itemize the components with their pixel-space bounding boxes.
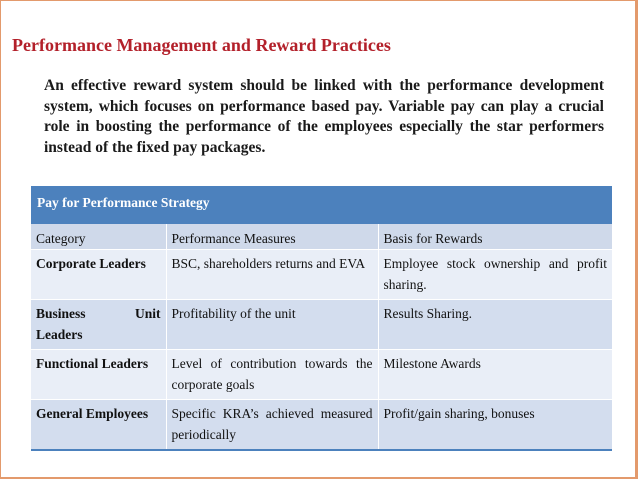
table-row bbox=[31, 250, 612, 300]
row-rewards: Milestone Awards bbox=[378, 350, 612, 400]
table-row bbox=[31, 400, 612, 451]
row-measures: Profitability of the unit bbox=[166, 300, 378, 350]
intro-paragraph: An effective reward system should be linked with the performance development system, which focuses on performance based pay. Variable pay can play a crucial role in boosting the performance of the employees especially the star performers instead of the fixed pay packages. bbox=[44, 77, 604, 156]
row-rewards: Profit/gain sharing, bonuses bbox=[378, 400, 612, 451]
table-header-row bbox=[31, 224, 612, 250]
row-rewards: Results Sharing. bbox=[378, 300, 612, 350]
row-measures: Specific KRA’s achieved measured periodically bbox=[166, 400, 378, 451]
table-caption-row bbox=[31, 186, 612, 224]
header-basis-for-rewards: Basis for Rewards bbox=[378, 224, 612, 250]
pay-for-performance-table bbox=[31, 186, 612, 451]
table-row bbox=[31, 300, 612, 350]
table-caption: Pay for Performance Strategy bbox=[31, 186, 612, 224]
row-category: Corporate Leaders bbox=[31, 250, 166, 300]
header-category: Category bbox=[31, 224, 166, 250]
row-measures: BSC, shareholders returns and EVA bbox=[166, 250, 378, 300]
row-measures: Level of contribution towards the corporate goals bbox=[166, 350, 378, 400]
row-rewards: Employee stock ownership and profit sharing. bbox=[378, 250, 612, 300]
table-row bbox=[31, 350, 612, 400]
slide-title: Performance Management and Reward Practices bbox=[12, 35, 391, 55]
header-performance-measures: Performance Measures bbox=[166, 224, 378, 250]
row-category: Functional Leaders bbox=[31, 350, 166, 400]
row-category: Business Unit Leaders bbox=[31, 300, 166, 350]
row-category: General Employees bbox=[31, 400, 166, 451]
